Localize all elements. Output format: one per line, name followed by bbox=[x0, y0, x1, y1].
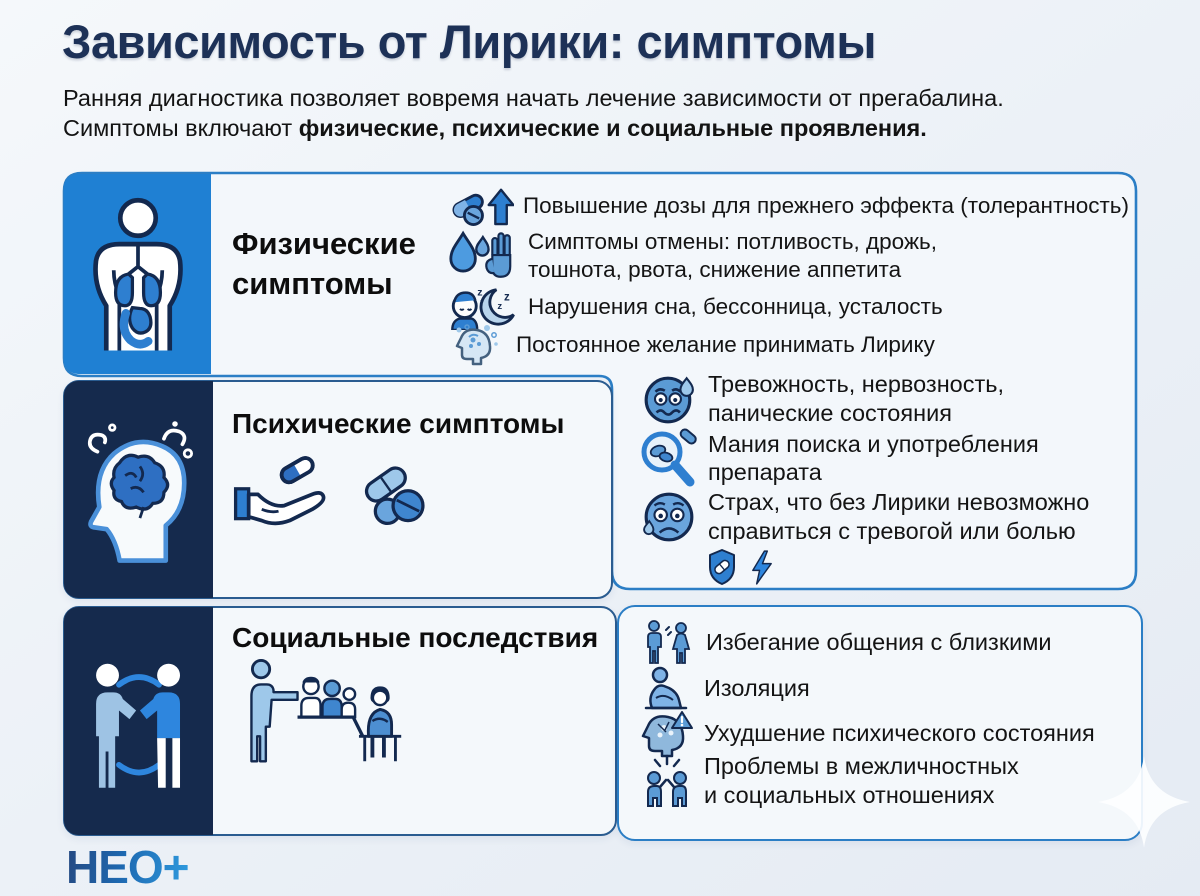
people-exchange-icon bbox=[77, 641, 201, 801]
protection-pain-icons bbox=[706, 548, 775, 586]
page-title: Зависимость от Лирики: симптомы bbox=[62, 15, 877, 68]
svg-text:z: z bbox=[477, 286, 483, 299]
psychological-section-heading: Психические симптомы bbox=[232, 408, 565, 439]
list-item: Избегание общения с близкими bbox=[644, 618, 1052, 666]
list-item: Ухудшение психического состояния bbox=[638, 708, 1095, 758]
list-item: Мания поиска и употребления препарата bbox=[638, 426, 1039, 490]
list-item: Проблемы в межличностных и социальных отношениях bbox=[642, 752, 1019, 809]
social-section-icon-box bbox=[64, 607, 213, 835]
conflict-icon bbox=[642, 753, 692, 809]
anxious-face-icon bbox=[642, 372, 696, 426]
list-item: z z z Нарушения сна, бессонница, усталость bbox=[448, 284, 943, 330]
physical-section-icon-box bbox=[64, 174, 211, 374]
brain-head-icon bbox=[79, 407, 199, 572]
list-item: Симптомы отмены: потливость, дрожь, тошнота, рвота, снижение аппетита bbox=[448, 228, 937, 283]
pills-up-arrow-icon bbox=[450, 186, 514, 226]
svg-text:z: z bbox=[497, 300, 503, 312]
social-section-heading: Социальные последствия bbox=[232, 622, 599, 653]
search-pills-icon bbox=[638, 426, 698, 490]
droplets-hand-icon bbox=[448, 229, 514, 283]
list-item: Постоянное желание принимать Лирику bbox=[452, 324, 935, 366]
isolation-icon bbox=[642, 664, 690, 712]
list-item: Повышение дозы для прежнего эффекта (толерантность) bbox=[450, 186, 1129, 226]
pills-icon bbox=[352, 458, 436, 530]
social-exclusion-scene-icon bbox=[238, 648, 406, 768]
hand-giving-pill-icon bbox=[230, 452, 342, 534]
shield-pill-icon bbox=[706, 548, 738, 586]
physical-section-heading: Физические симптомы bbox=[232, 226, 416, 301]
avoid-contact-icon bbox=[644, 618, 692, 666]
fear-face-icon bbox=[642, 490, 696, 544]
mental-decline-icon bbox=[638, 708, 694, 758]
human-body-organs-icon bbox=[82, 193, 194, 355]
svg-text:z: z bbox=[504, 291, 510, 304]
psychological-section-icon-box bbox=[64, 381, 213, 598]
list-item: Изоляция bbox=[642, 664, 810, 712]
lightning-icon bbox=[748, 549, 775, 586]
intro-line-2: Симптомы включают физические, психические и социальные проявления. bbox=[63, 114, 927, 141]
list-item: Тревожность, нервозность, панические состояния bbox=[642, 370, 1004, 427]
brand-logo: НЕО+ bbox=[66, 841, 189, 893]
intro-line-1: Ранняя диагностика позволяет вовремя начать лечение зависимости от прегабалина. bbox=[63, 85, 1004, 111]
list-item: Страх, что без Лирики невозможно справиться с тревогой или болью bbox=[642, 488, 1089, 545]
intro-text bbox=[63, 84, 1163, 143]
craving-head-icon bbox=[452, 324, 500, 366]
